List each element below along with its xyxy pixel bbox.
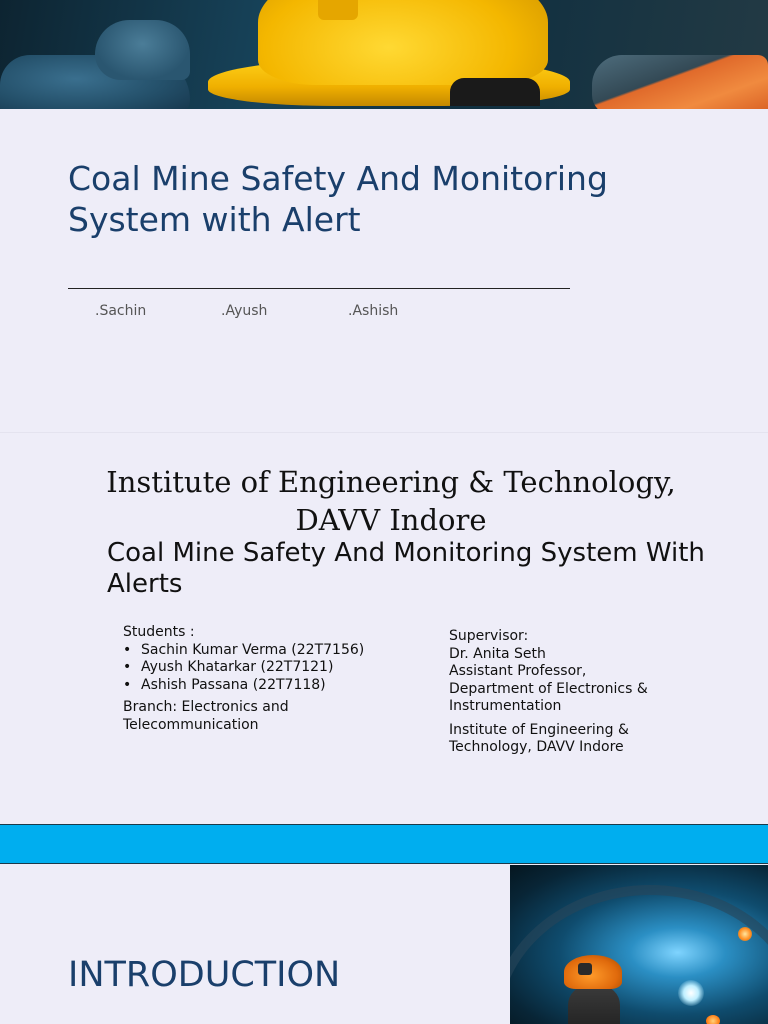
supervisor-label: Supervisor: xyxy=(449,628,529,644)
students-list xyxy=(123,642,393,695)
helmet-band-shape xyxy=(450,78,540,106)
miner-shape xyxy=(568,985,620,1024)
miner-helmet-shape xyxy=(564,955,622,989)
supervisor-block xyxy=(449,628,679,757)
supervisor-institute: Institute of Engineering & Technology, DAVV Indore xyxy=(449,721,629,755)
mine-tunnel-image xyxy=(510,865,768,1024)
title-divider xyxy=(68,288,570,289)
author-list xyxy=(95,303,515,323)
author-1: .Sachin xyxy=(95,303,147,319)
project-title: Coal Mine Safety And Monitoring System With Alerts xyxy=(107,538,705,599)
hero-image-helmet-gloves xyxy=(0,0,768,109)
author-2: .Ayush xyxy=(221,303,268,319)
glove-right-shape xyxy=(592,55,768,109)
helmet-ridge-shape xyxy=(318,0,358,20)
section-divider-band xyxy=(0,824,768,864)
tunnel-lamp-shape xyxy=(706,1015,720,1024)
supervisor-department: Department of Electronics & Instrumentation xyxy=(449,680,648,714)
student-item: • Sachin Kumar Verma (22T7156) xyxy=(123,642,393,660)
institute-heading: Institute of Engineering & Technology, DAVV Indore xyxy=(106,465,676,537)
student-item: • Ashish Passana (22T7118) xyxy=(123,677,393,695)
slide1-title: Coal Mine Safety And Monitoring System with Alert xyxy=(68,159,608,239)
students-label: Students : xyxy=(123,624,195,640)
title-slide xyxy=(0,432,768,825)
introduction-heading: INTRODUCTION xyxy=(68,955,341,995)
tunnel-light-shape xyxy=(678,980,704,1006)
tunnel-arch-shape xyxy=(510,885,768,1024)
supervisor-name: Dr. Anita Seth xyxy=(449,645,546,662)
tunnel-lamp-shape xyxy=(738,927,752,941)
student-item: • Ayush Khatarkar (22T7121) xyxy=(123,659,393,677)
branch-text: Branch: Electronics and Telecommunication xyxy=(123,699,289,733)
glove-left-cuff-shape xyxy=(95,20,190,80)
students-block xyxy=(123,624,393,734)
helmet-dome-shape xyxy=(258,0,548,85)
author-3: .Ashish xyxy=(348,303,399,319)
miner-headlamp-shape xyxy=(578,963,592,975)
supervisor-title: Assistant Professor, xyxy=(449,663,587,679)
